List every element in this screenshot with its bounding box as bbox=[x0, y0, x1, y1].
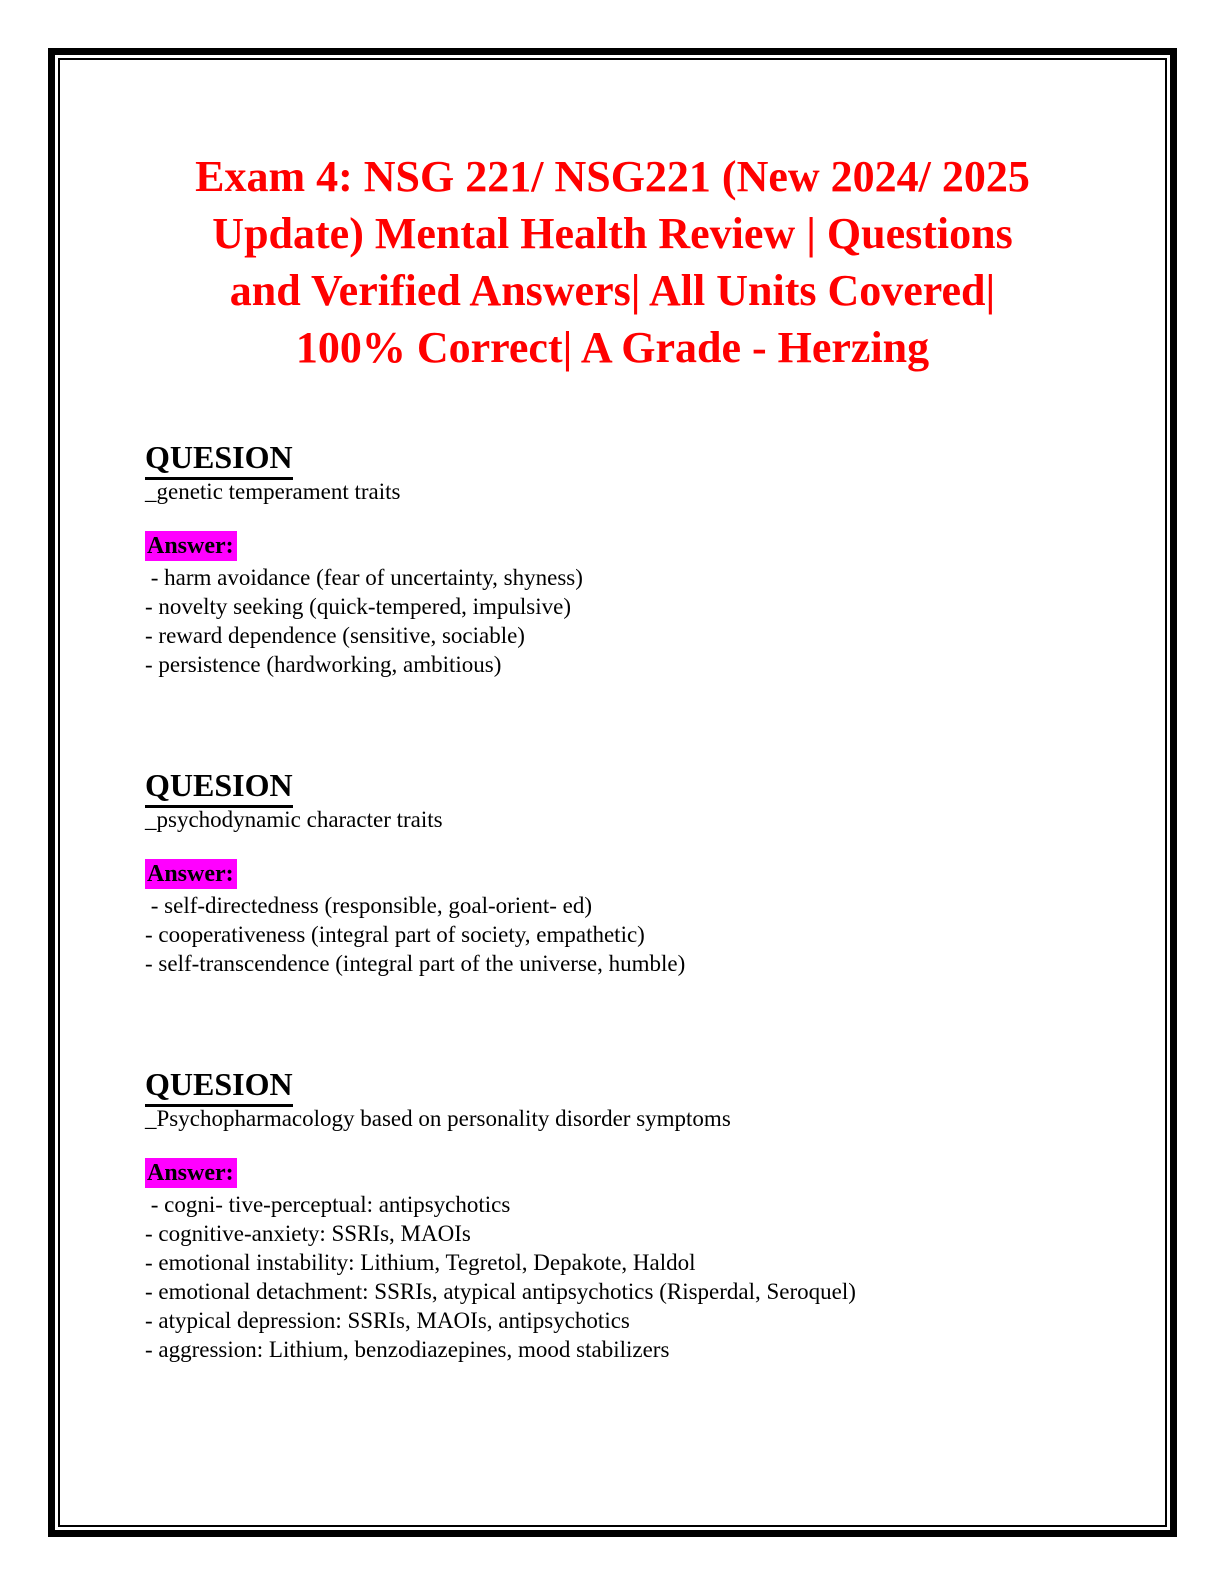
answer-line: - reward dependence (sensitive, sociable) bbox=[145, 623, 525, 648]
answer-line: - cogni- tive-perceptual: antipsychotics bbox=[145, 1192, 511, 1217]
title-line-3: and Verified Answers| All Units Covered| bbox=[229, 266, 996, 315]
answer-line: - self-directedness (responsible, goal-orient- ed) bbox=[145, 893, 593, 918]
answer-line: - harm avoidance (fear of uncertainty, shyness) bbox=[145, 565, 583, 590]
answer-line: - atypical depression: SSRIs, MAOIs, antipsychotics bbox=[145, 1308, 630, 1333]
answer-label: Answer: bbox=[145, 531, 237, 561]
question-heading bbox=[145, 765, 1105, 805]
question-heading bbox=[145, 1064, 1105, 1104]
question-text: _Psychopharmacology based on personality disorder symptoms bbox=[145, 1106, 731, 1131]
title-line-2: Update) Mental Health Review | Questions bbox=[212, 209, 1013, 258]
qa-sections bbox=[60, 437, 1165, 1364]
answer-block bbox=[145, 1158, 1105, 1364]
question-section-1 bbox=[145, 437, 1105, 679]
question-section-2 bbox=[145, 765, 1105, 978]
answer-list bbox=[145, 891, 1105, 978]
question-heading-text: QUESION bbox=[145, 437, 293, 480]
title-line-4: 100% Correct| A Grade - Herzing bbox=[295, 323, 930, 372]
answer-label: Answer: bbox=[145, 859, 237, 889]
answer-line: - self-transcendence (integral part of the universe, humble) bbox=[145, 951, 686, 976]
answer-list bbox=[145, 1190, 1105, 1364]
question-heading-text: QUESION bbox=[145, 1064, 293, 1107]
answer-label: Answer: bbox=[145, 1158, 237, 1188]
answer-block bbox=[145, 859, 1105, 978]
answer-line: - cognitive-anxiety: SSRIs, MAOIs bbox=[145, 1221, 471, 1246]
answer-block bbox=[145, 531, 1105, 679]
question-text: _psychodynamic character traits bbox=[145, 807, 443, 832]
document-title bbox=[60, 148, 1165, 376]
title-line-1: Exam 4: NSG 221/ NSG221 (New 2024/ 2025 bbox=[195, 152, 1030, 201]
answer-line: - cooperativeness (integral part of society, empathetic) bbox=[145, 922, 645, 947]
answer-list bbox=[145, 563, 1105, 679]
page-content bbox=[60, 60, 1165, 1450]
answer-line: - aggression: Lithium, benzodiazepines, mood stabilizers bbox=[145, 1337, 670, 1362]
question-section-3 bbox=[145, 1064, 1105, 1364]
answer-line: - emotional detachment: SSRIs, atypical antipsychotics (Risperdal, Seroquel) bbox=[145, 1279, 856, 1304]
question-heading bbox=[145, 437, 1105, 477]
answer-line: - novelty seeking (quick-tempered, impulsive) bbox=[145, 594, 572, 619]
answer-line: - emotional instability: Lithium, Tegretol, Depakote, Haldol bbox=[145, 1250, 696, 1275]
answer-line: - persistence (hardworking, ambitious) bbox=[145, 652, 502, 677]
question-heading-text: QUESION bbox=[145, 765, 293, 808]
question-text: _genetic temperament traits bbox=[145, 479, 401, 504]
